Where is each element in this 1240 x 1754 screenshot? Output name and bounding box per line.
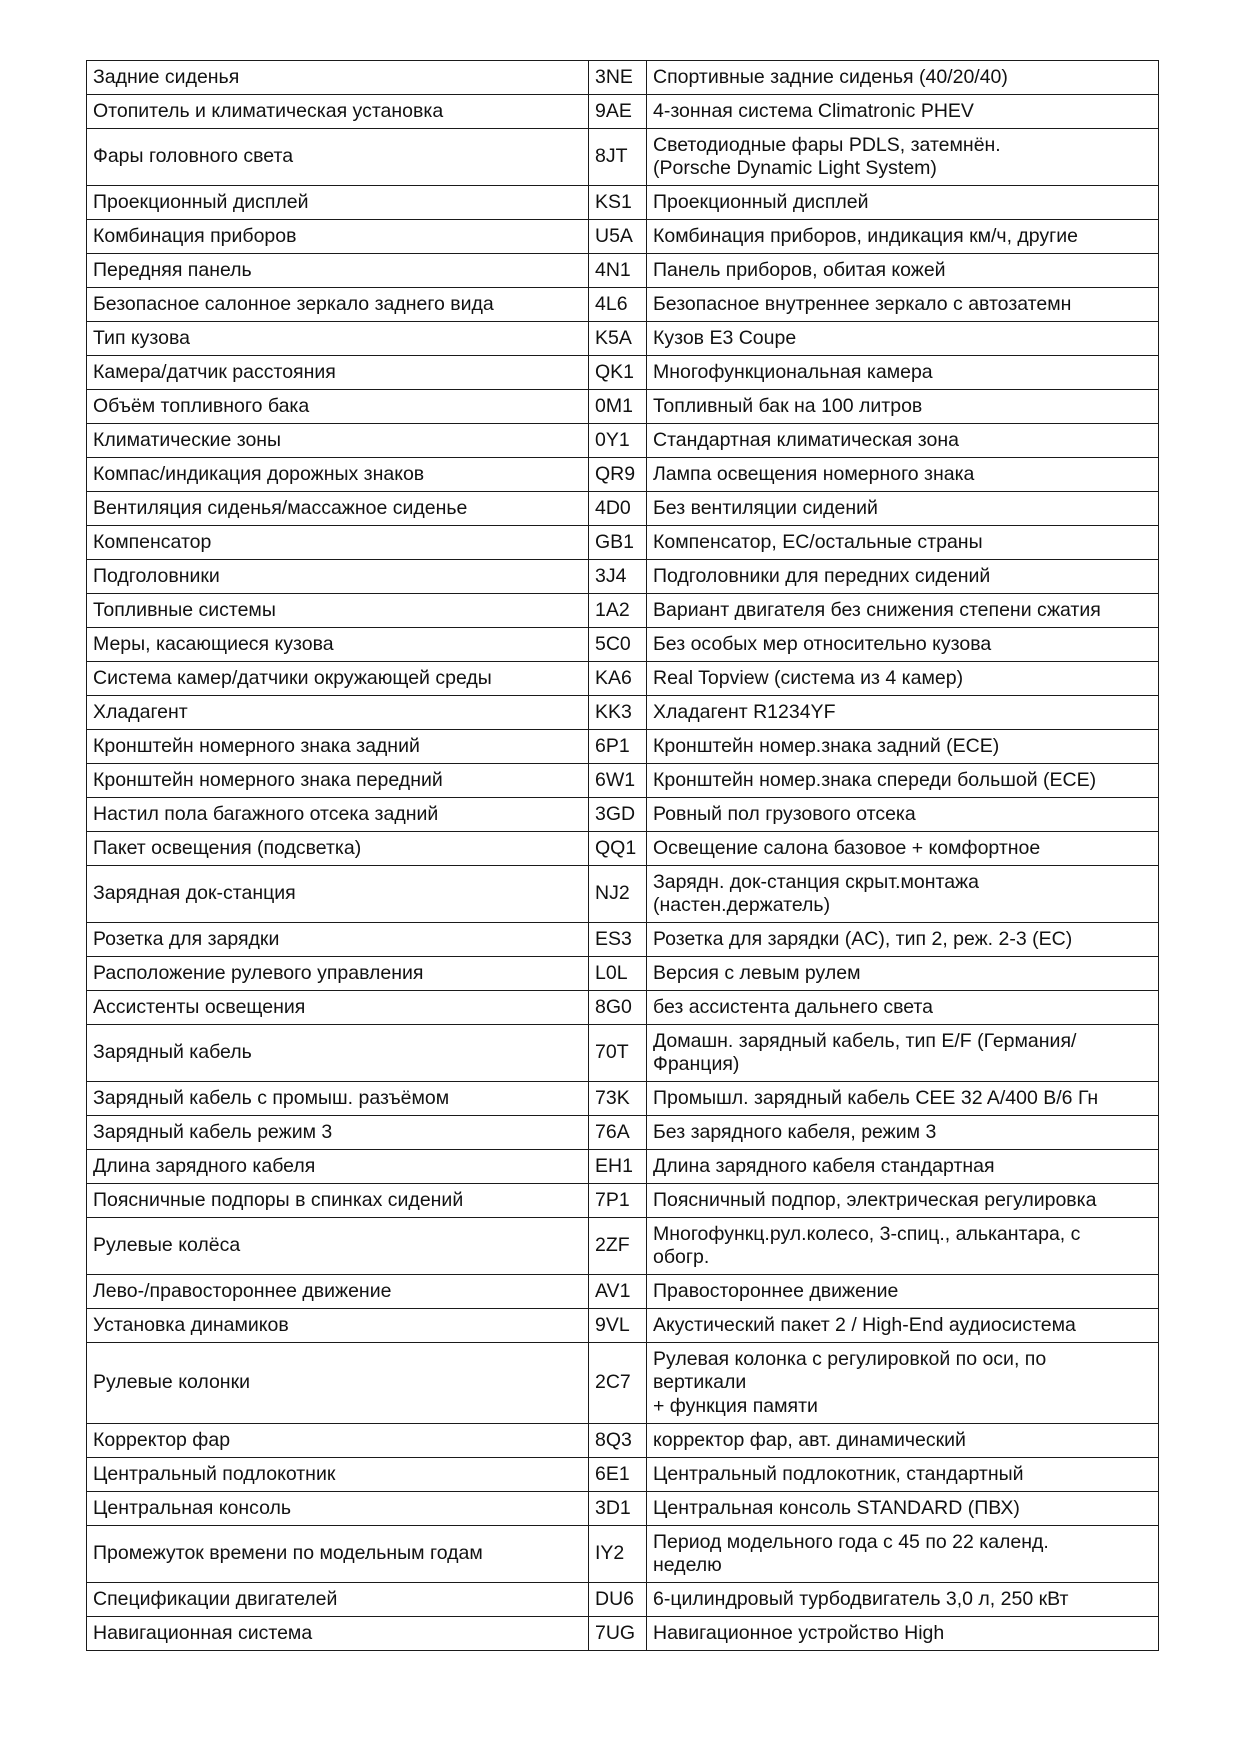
option-code: 0Y1 [589, 424, 647, 458]
option-code: 3D1 [589, 1492, 647, 1526]
option-description: Хладагент R1234YF [647, 696, 1159, 730]
option-code: 3NE [589, 61, 647, 95]
option-code: 3J4 [589, 560, 647, 594]
option-code: QR9 [589, 458, 647, 492]
option-code: 6E1 [589, 1458, 647, 1492]
option-description: Компенсатор, ЕС/остальные страны [647, 526, 1159, 560]
table-row [87, 1082, 1159, 1116]
option-name: Передняя панель [87, 254, 589, 288]
option-description: Освещение салона базовое + комфортное [647, 832, 1159, 866]
option-code: ES3 [589, 923, 647, 957]
table-row [87, 594, 1159, 628]
option-code: 7P1 [589, 1184, 647, 1218]
table-row [87, 458, 1159, 492]
option-code: 73K [589, 1082, 647, 1116]
option-description: Без вентиляции сидений [647, 492, 1159, 526]
table-row [87, 220, 1159, 254]
option-code: AV1 [589, 1275, 647, 1309]
option-code: 8JT [589, 129, 647, 186]
option-code: 7UG [589, 1617, 647, 1651]
option-description: Центральный подлокотник, стандартный [647, 1458, 1159, 1492]
option-code: K5A [589, 322, 647, 356]
table-row [87, 1617, 1159, 1651]
option-description: Многофункциональная камера [647, 356, 1159, 390]
option-code: NJ2 [589, 866, 647, 923]
option-description: Подголовники для передних сидений [647, 560, 1159, 594]
option-description: Центральная консоль STANDARD (ПВХ) [647, 1492, 1159, 1526]
table-row [87, 1150, 1159, 1184]
option-description: Период модельного года с 45 по 22 календ. неделю [647, 1526, 1159, 1583]
table-row [87, 186, 1159, 220]
table-row [87, 866, 1159, 923]
table-row [87, 764, 1159, 798]
option-description: Real Topview (система из 4 камер) [647, 662, 1159, 696]
option-name: Камера/датчик расстояния [87, 356, 589, 390]
option-code: 8G0 [589, 991, 647, 1025]
option-name: Топливные системы [87, 594, 589, 628]
option-name: Зарядный кабель [87, 1025, 589, 1082]
option-description: Кронштейн номер.знака спереди большой (ECE) [647, 764, 1159, 798]
table-row [87, 923, 1159, 957]
table-row [87, 1309, 1159, 1343]
option-name: Меры, касающиеся кузова [87, 628, 589, 662]
option-name: Тип кузова [87, 322, 589, 356]
table-row [87, 1184, 1159, 1218]
option-code: L0L [589, 957, 647, 991]
option-name: Отопитель и климатическая установка [87, 95, 589, 129]
option-code: 0M1 [589, 390, 647, 424]
option-description: Домашн. зарядный кабель, тип E/F (Германия/ Франция) [647, 1025, 1159, 1082]
option-description: Длина зарядного кабеля стандартная [647, 1150, 1159, 1184]
table-row [87, 1116, 1159, 1150]
option-description: Спортивные задние сиденья (40/20/40) [647, 61, 1159, 95]
option-code: 76A [589, 1116, 647, 1150]
option-name: Спецификации двигателей [87, 1583, 589, 1617]
option-description: Вариант двигателя без снижения степени сжатия [647, 594, 1159, 628]
option-name: Установка динамиков [87, 1309, 589, 1343]
option-code: KK3 [589, 696, 647, 730]
option-description: Промышл. зарядный кабель CEE 32 A/400 B/6 Гн [647, 1082, 1159, 1116]
option-name: Настил пола багажного отсека задний [87, 798, 589, 832]
option-name: Объём топливного бака [87, 390, 589, 424]
option-name: Центральная консоль [87, 1492, 589, 1526]
option-name: Расположение рулевого управления [87, 957, 589, 991]
option-code: QK1 [589, 356, 647, 390]
option-name: Ассистенты освещения [87, 991, 589, 1025]
option-code: 8Q3 [589, 1424, 647, 1458]
option-description: Лампа освещения номерного знака [647, 458, 1159, 492]
option-name: Комбинация приборов [87, 220, 589, 254]
option-name: Климатические зоны [87, 424, 589, 458]
option-name: Проекционный дисплей [87, 186, 589, 220]
option-description: Стандартная климатическая зона [647, 424, 1159, 458]
option-description: Ровный пол грузового отсека [647, 798, 1159, 832]
option-code: KS1 [589, 186, 647, 220]
option-description: Светодиодные фары PDLS, затемнён. (Porsche Dynamic Light System) [647, 129, 1159, 186]
option-name: Безопасное салонное зеркало заднего вида [87, 288, 589, 322]
option-name: Система камер/датчики окружающей среды [87, 662, 589, 696]
option-code: U5A [589, 220, 647, 254]
table-row [87, 254, 1159, 288]
option-name: Рулевые колёса [87, 1218, 589, 1275]
option-code: 4L6 [589, 288, 647, 322]
table-row [87, 1492, 1159, 1526]
option-description: Безопасное внутреннее зеркало с автозатемн [647, 288, 1159, 322]
option-description: 6-цилиндровый турбодвигатель 3,0 л, 250 кВт [647, 1583, 1159, 1617]
option-description: Навигационное устройство High [647, 1617, 1159, 1651]
option-name: Длина зарядного кабеля [87, 1150, 589, 1184]
table-row [87, 129, 1159, 186]
option-code: IY2 [589, 1526, 647, 1583]
option-name: Корректор фар [87, 1424, 589, 1458]
option-description: без ассистента дальнего света [647, 991, 1159, 1025]
option-name: Кронштейн номерного знака задний [87, 730, 589, 764]
option-code: KA6 [589, 662, 647, 696]
table-row [87, 957, 1159, 991]
option-description: Розетка для зарядки (AC), тип 2, реж. 2-3 (EC) [647, 923, 1159, 957]
option-description: Акустический пакет 2 / High-End аудиосистема [647, 1309, 1159, 1343]
option-name: Рулевые колонки [87, 1343, 589, 1424]
table-row [87, 288, 1159, 322]
table-row [87, 1424, 1159, 1458]
option-description: Топливный бак на 100 литров [647, 390, 1159, 424]
option-name: Вентиляция сиденья/массажное сиденье [87, 492, 589, 526]
option-name: Зарядный кабель с промыш. разъёмом [87, 1082, 589, 1116]
option-code: 9VL [589, 1309, 647, 1343]
option-code: GB1 [589, 526, 647, 560]
option-name: Задние сиденья [87, 61, 589, 95]
table-row [87, 696, 1159, 730]
option-name: Промежуток времени по модельным годам [87, 1526, 589, 1583]
table-row [87, 322, 1159, 356]
option-code: 4D0 [589, 492, 647, 526]
option-code: 4N1 [589, 254, 647, 288]
option-code: QQ1 [589, 832, 647, 866]
option-name: Пакет освещения (подсветка) [87, 832, 589, 866]
option-description: Без особых мер относительно кузова [647, 628, 1159, 662]
options-table-body [87, 61, 1159, 1651]
option-description: Зарядн. док-станция скрыт.монтажа (настен.держатель) [647, 866, 1159, 923]
option-description: корректор фар, авт. динамический [647, 1424, 1159, 1458]
option-description: Кузов E3 Coupe [647, 322, 1159, 356]
table-row [87, 95, 1159, 129]
table-row [87, 1343, 1159, 1424]
table-row [87, 1025, 1159, 1082]
option-code: 9AE [589, 95, 647, 129]
option-code: 2C7 [589, 1343, 647, 1424]
option-description: Многофункц.рул.колесо, 3-спиц., алькантара, с обогр. [647, 1218, 1159, 1275]
option-name: Центральный подлокотник [87, 1458, 589, 1492]
table-row [87, 628, 1159, 662]
option-name: Зарядный кабель режим 3 [87, 1116, 589, 1150]
option-name: Розетка для зарядки [87, 923, 589, 957]
option-description: Комбинация приборов, индикация км/ч, другие [647, 220, 1159, 254]
options-table [86, 60, 1159, 1651]
option-name: Хладагент [87, 696, 589, 730]
option-code: EH1 [589, 1150, 647, 1184]
table-row [87, 492, 1159, 526]
option-name: Компенсатор [87, 526, 589, 560]
option-code: DU6 [589, 1583, 647, 1617]
option-name: Лево-/правостороннее движение [87, 1275, 589, 1309]
table-row [87, 424, 1159, 458]
option-description: Кронштейн номер.знака задний (ECE) [647, 730, 1159, 764]
option-description: Без зарядного кабеля, режим 3 [647, 1116, 1159, 1150]
table-row [87, 61, 1159, 95]
option-description: Панель приборов, обитая кожей [647, 254, 1159, 288]
option-code: 2ZF [589, 1218, 647, 1275]
option-description: Правостороннее движение [647, 1275, 1159, 1309]
option-name: Подголовники [87, 560, 589, 594]
option-name: Кронштейн номерного знака передний [87, 764, 589, 798]
option-name: Поясничные подпоры в спинках сидений [87, 1184, 589, 1218]
table-row [87, 390, 1159, 424]
table-row [87, 1218, 1159, 1275]
option-description: 4-зонная система Climatronic PHEV [647, 95, 1159, 129]
option-description: Поясничный подпор, электрическая регулировка [647, 1184, 1159, 1218]
option-code: 5C0 [589, 628, 647, 662]
table-row [87, 1583, 1159, 1617]
option-code: 70T [589, 1025, 647, 1082]
option-description: Рулевая колонка с регулировкой по оси, по вертикали + функция памяти [647, 1343, 1159, 1424]
option-description: Версия с левым рулем [647, 957, 1159, 991]
table-row [87, 1526, 1159, 1583]
option-name: Зарядная док-станция [87, 866, 589, 923]
table-row [87, 560, 1159, 594]
option-code: 3GD [589, 798, 647, 832]
option-code: 1A2 [589, 594, 647, 628]
table-row [87, 832, 1159, 866]
table-row [87, 662, 1159, 696]
option-name: Компас/индикация дорожных знаков [87, 458, 589, 492]
table-row [87, 1275, 1159, 1309]
option-description: Проекционный дисплей [647, 186, 1159, 220]
table-row [87, 798, 1159, 832]
table-row [87, 991, 1159, 1025]
table-row [87, 730, 1159, 764]
table-row [87, 1458, 1159, 1492]
table-row [87, 356, 1159, 390]
option-code: 6P1 [589, 730, 647, 764]
option-name: Навигационная система [87, 1617, 589, 1651]
table-row [87, 526, 1159, 560]
option-name: Фары головного света [87, 129, 589, 186]
option-code: 6W1 [589, 764, 647, 798]
